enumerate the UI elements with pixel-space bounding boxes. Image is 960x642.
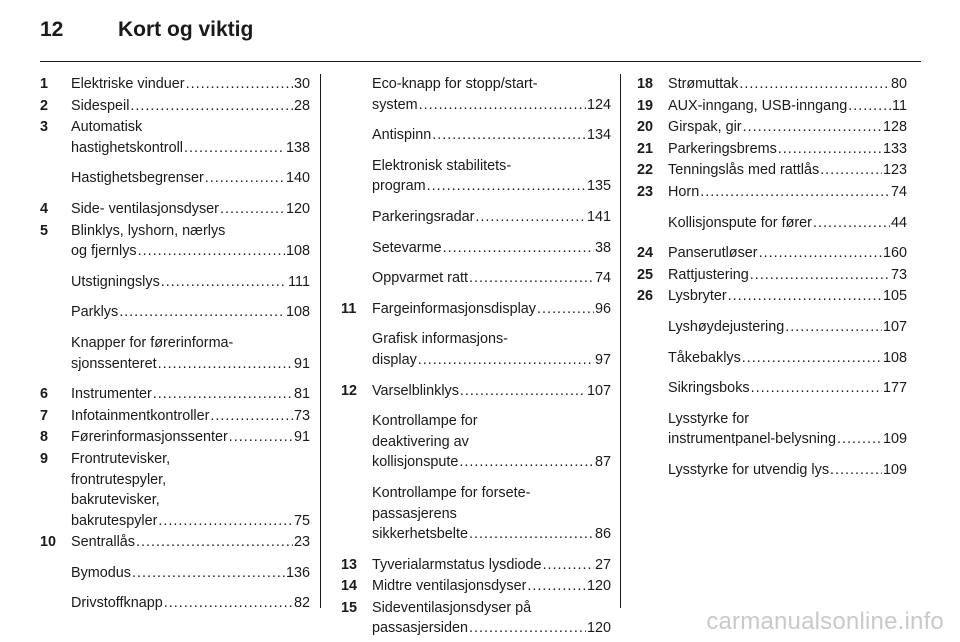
entry-text: Kontrollampe for bbox=[372, 413, 478, 430]
dot-leader bbox=[161, 272, 287, 293]
index-entry bbox=[40, 406, 310, 427]
entry-line-with-page bbox=[668, 460, 907, 481]
index-entry bbox=[637, 348, 907, 369]
dot-leader bbox=[742, 348, 882, 369]
entry-text: bakrutespyler bbox=[71, 512, 158, 529]
item-number: 3 bbox=[40, 119, 49, 136]
dot-leader bbox=[469, 268, 594, 289]
entry-text: AUX-inngang, USB-inngang bbox=[668, 97, 848, 114]
entry-line-with-page bbox=[71, 511, 310, 532]
entry-line-with-page bbox=[372, 350, 611, 371]
entry-text: Antispinn bbox=[372, 127, 432, 144]
item-number: 19 bbox=[637, 97, 654, 114]
page-reference: 75 bbox=[293, 512, 310, 529]
index-entry bbox=[40, 117, 310, 158]
entry-text: display bbox=[372, 351, 417, 368]
index-entry bbox=[341, 125, 611, 146]
entry-text: Instrumenter bbox=[71, 386, 152, 403]
page-reference: 120 bbox=[285, 200, 310, 217]
entry-text: Strømuttak bbox=[668, 76, 739, 92]
dot-leader bbox=[132, 563, 285, 584]
page-reference: 135 bbox=[586, 178, 611, 195]
page-reference: 97 bbox=[594, 351, 611, 368]
entry-line-with-page bbox=[71, 354, 310, 375]
entry-text: Parklys bbox=[71, 304, 119, 321]
entry-line-with-page bbox=[668, 429, 907, 450]
index-entry bbox=[637, 409, 907, 450]
entry-text: hastighetskontroll bbox=[71, 139, 183, 156]
entry-line-with-page bbox=[71, 302, 310, 323]
dot-leader bbox=[743, 117, 882, 138]
entry-text: Hastighetsbegrenser bbox=[71, 170, 204, 187]
dot-leader bbox=[158, 511, 293, 532]
entry-line-with-page bbox=[71, 74, 310, 95]
entry-text: Horn bbox=[668, 183, 700, 200]
page-reference: 177 bbox=[882, 380, 907, 397]
item-number: 10 bbox=[40, 534, 57, 551]
dot-leader bbox=[158, 354, 293, 375]
index-entry bbox=[40, 168, 310, 189]
page-reference: 11 bbox=[892, 97, 907, 114]
entry-text: Tenningslås med rattlås bbox=[668, 162, 820, 179]
page-reference: 74 bbox=[594, 270, 611, 287]
entry-text: Sikringsboks bbox=[668, 380, 750, 397]
dot-leader bbox=[543, 555, 594, 576]
entry-line-with-page bbox=[668, 160, 907, 181]
page-header bbox=[40, 18, 253, 48]
entry-line-with-page bbox=[668, 265, 907, 286]
dot-leader bbox=[469, 524, 594, 545]
entry-text: Tåkebaklys bbox=[668, 349, 741, 366]
column-divider bbox=[620, 74, 621, 608]
page-reference: 107 bbox=[882, 318, 907, 335]
entry-text: Sidespeil bbox=[71, 97, 130, 114]
item-number: 6 bbox=[40, 386, 49, 403]
index-entry bbox=[40, 272, 310, 293]
entry-line-with-page bbox=[372, 207, 611, 228]
entry-text: sjonssenteret bbox=[71, 355, 157, 372]
index-entry bbox=[40, 593, 310, 614]
entry-line bbox=[71, 117, 310, 138]
dot-leader bbox=[153, 384, 293, 405]
item-number: 24 bbox=[637, 245, 654, 262]
item-number: 13 bbox=[341, 556, 358, 573]
page-reference: 74 bbox=[890, 183, 907, 200]
entry-line bbox=[372, 483, 611, 504]
page-reference: 80 bbox=[890, 76, 907, 92]
page-reference: 160 bbox=[882, 245, 907, 262]
dot-leader bbox=[186, 74, 293, 95]
dot-leader bbox=[427, 176, 586, 197]
entry-line-with-page bbox=[668, 317, 907, 338]
dot-leader bbox=[138, 241, 285, 262]
dot-leader bbox=[739, 74, 890, 95]
entry-text: Parkeringsbrems bbox=[668, 140, 777, 157]
index-entry bbox=[637, 378, 907, 399]
page-reference: 44 bbox=[890, 214, 907, 231]
index-entry bbox=[40, 449, 310, 531]
page-reference: 120 bbox=[586, 578, 611, 595]
dot-leader bbox=[537, 299, 594, 320]
entry-line-with-page bbox=[668, 96, 907, 117]
entry-line bbox=[71, 470, 310, 491]
item-number: 12 bbox=[341, 382, 358, 399]
item-number: 9 bbox=[40, 450, 49, 467]
item-number: 8 bbox=[40, 429, 49, 446]
entry-line-with-page bbox=[668, 378, 907, 399]
item-number: 14 bbox=[341, 578, 358, 595]
entry-text: Panserutløser bbox=[668, 245, 758, 262]
page-reference: 38 bbox=[594, 239, 611, 256]
item-number: 11 bbox=[341, 300, 357, 317]
index-entry bbox=[40, 427, 310, 448]
entry-line-with-page bbox=[71, 96, 310, 117]
page-title: Kort og viktig bbox=[118, 18, 254, 41]
entry-text: Lysstyrke for bbox=[668, 410, 750, 427]
page-reference: 105 bbox=[882, 288, 907, 305]
entry-line bbox=[71, 333, 310, 354]
entry-line-with-page bbox=[668, 286, 907, 307]
entry-line-with-page bbox=[372, 452, 611, 473]
entry-line-with-page bbox=[372, 576, 611, 597]
entry-text: Sentrallås bbox=[71, 534, 135, 551]
item-number: 20 bbox=[637, 119, 654, 136]
index-entry bbox=[637, 317, 907, 338]
entry-text: Fargeinformasjonsdisplay bbox=[372, 300, 536, 317]
entry-line-with-page bbox=[668, 213, 907, 234]
item-number: 25 bbox=[637, 266, 654, 283]
entry-text: Infotainmentkontroller bbox=[71, 407, 210, 424]
index-entry bbox=[341, 268, 611, 289]
entry-line bbox=[71, 449, 310, 470]
entry-text: Oppvarmet ratt bbox=[372, 270, 468, 287]
entry-line bbox=[372, 156, 611, 177]
entry-line bbox=[668, 409, 907, 430]
item-number: 22 bbox=[637, 162, 654, 179]
entry-line-with-page bbox=[668, 182, 907, 203]
entry-text: Grafisk informasjons- bbox=[372, 331, 508, 348]
index-column-3 bbox=[637, 74, 907, 482]
entry-line-with-page bbox=[372, 95, 611, 116]
entry-text: Blinklys, lyshorn, nærlys bbox=[71, 222, 226, 239]
entry-line bbox=[372, 74, 611, 95]
entry-line-with-page bbox=[71, 532, 310, 553]
entry-line-with-page bbox=[71, 427, 310, 448]
index-column-2 bbox=[341, 74, 611, 642]
dot-leader bbox=[220, 199, 285, 220]
item-number: 26 bbox=[637, 288, 654, 305]
dot-leader bbox=[460, 381, 586, 402]
index-entry bbox=[341, 411, 611, 473]
entry-line-with-page bbox=[668, 117, 907, 138]
entry-text: Midtre ventilasjonsdyser bbox=[372, 578, 527, 595]
entry-line bbox=[71, 221, 310, 242]
entry-text: passasjersiden bbox=[372, 620, 468, 637]
entry-text: program bbox=[372, 178, 426, 195]
index-entry bbox=[637, 96, 907, 117]
page-reference: 138 bbox=[285, 139, 310, 156]
index-entry bbox=[341, 483, 611, 545]
page-reference: 136 bbox=[285, 564, 310, 581]
page-reference: 86 bbox=[594, 526, 611, 543]
item-number: 18 bbox=[637, 76, 654, 92]
entry-line bbox=[372, 432, 611, 453]
entry-text: sikkerhetsbelte bbox=[372, 526, 468, 543]
entry-text: Frontrutevisker, bbox=[71, 450, 171, 467]
dot-leader bbox=[848, 96, 891, 117]
index-entry bbox=[637, 460, 907, 481]
dot-leader bbox=[130, 96, 293, 117]
entry-line-with-page bbox=[71, 406, 310, 427]
dot-leader bbox=[751, 378, 882, 399]
entry-text: kollisjonspute bbox=[372, 454, 459, 471]
index-entry bbox=[637, 160, 907, 181]
entry-text: Side- ventilasjonsdyser bbox=[71, 200, 219, 217]
entry-text: deaktivering av bbox=[372, 433, 469, 450]
header-rule bbox=[40, 61, 921, 62]
dot-leader bbox=[119, 302, 285, 323]
dot-leader bbox=[164, 593, 293, 614]
entry-line-with-page bbox=[71, 241, 310, 262]
index-entry bbox=[341, 555, 611, 576]
page-number: 12 bbox=[40, 18, 64, 41]
entry-line-with-page bbox=[668, 139, 907, 160]
dot-leader bbox=[830, 460, 882, 481]
entry-line-with-page bbox=[372, 524, 611, 545]
page-reference: 23 bbox=[293, 534, 310, 551]
index-entry bbox=[341, 598, 611, 639]
entry-text: Sideventilasjonsdyser på bbox=[372, 599, 532, 616]
item-number: 2 bbox=[40, 97, 49, 114]
page-reference: 91 bbox=[293, 355, 310, 372]
page-reference: 82 bbox=[293, 595, 310, 612]
entry-line bbox=[372, 411, 611, 432]
dot-leader bbox=[785, 317, 882, 338]
dot-leader bbox=[759, 243, 882, 264]
page-reference: 120 bbox=[586, 620, 611, 637]
index-entry bbox=[341, 238, 611, 259]
entry-line bbox=[71, 490, 310, 511]
entry-line-with-page bbox=[71, 199, 310, 220]
entry-text: system bbox=[372, 96, 418, 113]
dot-leader bbox=[813, 213, 890, 234]
entry-line bbox=[372, 598, 611, 619]
page-reference: 27 bbox=[594, 556, 611, 573]
dot-leader bbox=[418, 350, 594, 371]
item-number: 4 bbox=[40, 200, 49, 217]
page-reference: 108 bbox=[882, 349, 907, 366]
page-reference: 133 bbox=[882, 140, 907, 157]
index-entry bbox=[637, 265, 907, 286]
entry-line bbox=[372, 329, 611, 350]
entry-text: Elektronisk stabilitets- bbox=[372, 157, 512, 174]
item-number: 23 bbox=[637, 183, 654, 200]
index-entry bbox=[40, 199, 310, 220]
entry-line bbox=[372, 504, 611, 525]
dot-leader bbox=[432, 125, 586, 146]
page-reference: 87 bbox=[594, 454, 611, 471]
entry-text: Eco-knapp for stopp/start- bbox=[372, 76, 538, 92]
entry-line-with-page bbox=[71, 563, 310, 584]
entry-text: bakrutevisker, bbox=[71, 492, 160, 509]
page-reference: 28 bbox=[293, 97, 310, 114]
entry-text: Lysstyrke for utvendig lys bbox=[668, 461, 830, 478]
index-entry bbox=[40, 96, 310, 117]
item-number: 15 bbox=[341, 599, 358, 616]
page-reference: 134 bbox=[586, 127, 611, 144]
entry-text: Knapper for førerinforma- bbox=[71, 334, 234, 351]
dot-leader bbox=[469, 618, 586, 639]
index-entry bbox=[341, 381, 611, 402]
index-entry bbox=[637, 117, 907, 138]
entry-line-with-page bbox=[372, 555, 611, 576]
dot-leader bbox=[419, 95, 586, 116]
entry-text: Parkeringsradar bbox=[372, 208, 475, 225]
entry-text: Girspak, gir bbox=[668, 119, 742, 136]
column-divider bbox=[320, 74, 321, 608]
index-entry bbox=[40, 384, 310, 405]
entry-text: passasjerens bbox=[372, 505, 457, 522]
index-entry bbox=[637, 182, 907, 203]
page-reference: 108 bbox=[285, 243, 310, 260]
entry-line-with-page bbox=[372, 618, 611, 639]
page-reference: 140 bbox=[285, 170, 310, 187]
index-entry bbox=[637, 286, 907, 307]
item-number: 7 bbox=[40, 407, 49, 424]
dot-leader bbox=[475, 207, 586, 228]
page-reference: 107 bbox=[586, 382, 611, 399]
entry-text: Drivstoffknapp bbox=[71, 595, 163, 612]
entry-text: Rattjustering bbox=[668, 266, 749, 283]
entry-text: Førerinformasjonssenter bbox=[71, 429, 228, 446]
entry-text: Tyverialarmstatus lysdiode bbox=[372, 556, 542, 573]
entry-line-with-page bbox=[668, 243, 907, 264]
index-entry bbox=[341, 74, 611, 115]
dot-leader bbox=[210, 406, 293, 427]
entry-text: Setevarme bbox=[372, 239, 442, 256]
dot-leader bbox=[750, 265, 890, 286]
dot-leader bbox=[728, 286, 882, 307]
page-reference: 111 bbox=[288, 273, 310, 290]
page-reference: 96 bbox=[594, 300, 611, 317]
entry-line-with-page bbox=[71, 272, 310, 293]
dot-leader bbox=[837, 429, 882, 450]
dot-leader bbox=[205, 168, 285, 189]
index-entry bbox=[341, 329, 611, 370]
dot-leader bbox=[527, 576, 586, 597]
entry-line-with-page bbox=[668, 74, 907, 95]
entry-text: og fjernlys bbox=[71, 243, 137, 260]
entry-line-with-page bbox=[372, 268, 611, 289]
entry-text: Lyshøydejustering bbox=[668, 318, 785, 335]
page-reference: 91 bbox=[293, 429, 310, 446]
item-number: 5 bbox=[40, 222, 49, 239]
index-column-1 bbox=[40, 74, 310, 615]
item-number: 1 bbox=[40, 76, 49, 92]
entry-line-with-page bbox=[372, 238, 611, 259]
page-reference: 123 bbox=[882, 162, 907, 179]
index-entry bbox=[341, 576, 611, 597]
page-reference: 30 bbox=[293, 76, 310, 92]
page-reference: 81 bbox=[293, 386, 310, 403]
entry-line-with-page bbox=[71, 168, 310, 189]
dot-leader bbox=[136, 532, 293, 553]
index-entry bbox=[40, 221, 310, 262]
page-reference: 128 bbox=[882, 119, 907, 136]
dot-leader bbox=[700, 182, 890, 203]
index-entry bbox=[637, 243, 907, 264]
entry-text: Elektriske vinduer bbox=[71, 76, 185, 92]
index-entry bbox=[40, 563, 310, 584]
page-reference: 109 bbox=[882, 431, 907, 448]
entry-line-with-page bbox=[71, 138, 310, 159]
entry-text: Lysbryter bbox=[668, 288, 727, 305]
entry-text: Kontrollampe for forsete- bbox=[372, 484, 531, 501]
page-reference: 124 bbox=[586, 96, 611, 113]
entry-line-with-page bbox=[71, 593, 310, 614]
entry-text: instrumentpanel-belysning bbox=[668, 431, 836, 448]
entry-line-with-page bbox=[372, 299, 611, 320]
index-entry bbox=[40, 74, 310, 95]
entry-text: Varselblinklys bbox=[372, 382, 459, 399]
index-entry bbox=[637, 139, 907, 160]
entry-line-with-page bbox=[372, 381, 611, 402]
page-reference: 73 bbox=[890, 266, 907, 283]
entry-text: Utstigningslys bbox=[71, 273, 160, 290]
entry-text: frontrutespyler, bbox=[71, 471, 167, 488]
dot-leader bbox=[443, 238, 594, 259]
dot-leader bbox=[820, 160, 882, 181]
page-reference: 108 bbox=[285, 304, 310, 321]
index-entry bbox=[40, 333, 310, 374]
dot-leader bbox=[459, 452, 594, 473]
index-entry bbox=[341, 207, 611, 228]
entry-line-with-page bbox=[372, 125, 611, 146]
index-entry bbox=[637, 74, 907, 95]
entry-text: Bymodus bbox=[71, 564, 131, 581]
page-reference: 109 bbox=[882, 461, 907, 478]
dot-leader bbox=[778, 139, 882, 160]
dot-leader bbox=[184, 138, 285, 159]
entry-text: Automatisk bbox=[71, 119, 143, 136]
index-entry bbox=[637, 213, 907, 234]
index-entry bbox=[40, 532, 310, 553]
dot-leader bbox=[229, 427, 293, 448]
entry-line-with-page bbox=[668, 348, 907, 369]
item-number: 21 bbox=[637, 140, 654, 157]
entry-text: Kollisjonspute for fører bbox=[668, 214, 812, 231]
watermark: carmanualsonline.info bbox=[706, 608, 944, 635]
entry-line-with-page bbox=[372, 176, 611, 197]
index-entry bbox=[40, 302, 310, 323]
page-reference: 73 bbox=[293, 407, 310, 424]
page-reference: 141 bbox=[586, 208, 611, 225]
entry-line-with-page bbox=[71, 384, 310, 405]
index-entry bbox=[341, 299, 611, 320]
index-entry bbox=[341, 156, 611, 197]
